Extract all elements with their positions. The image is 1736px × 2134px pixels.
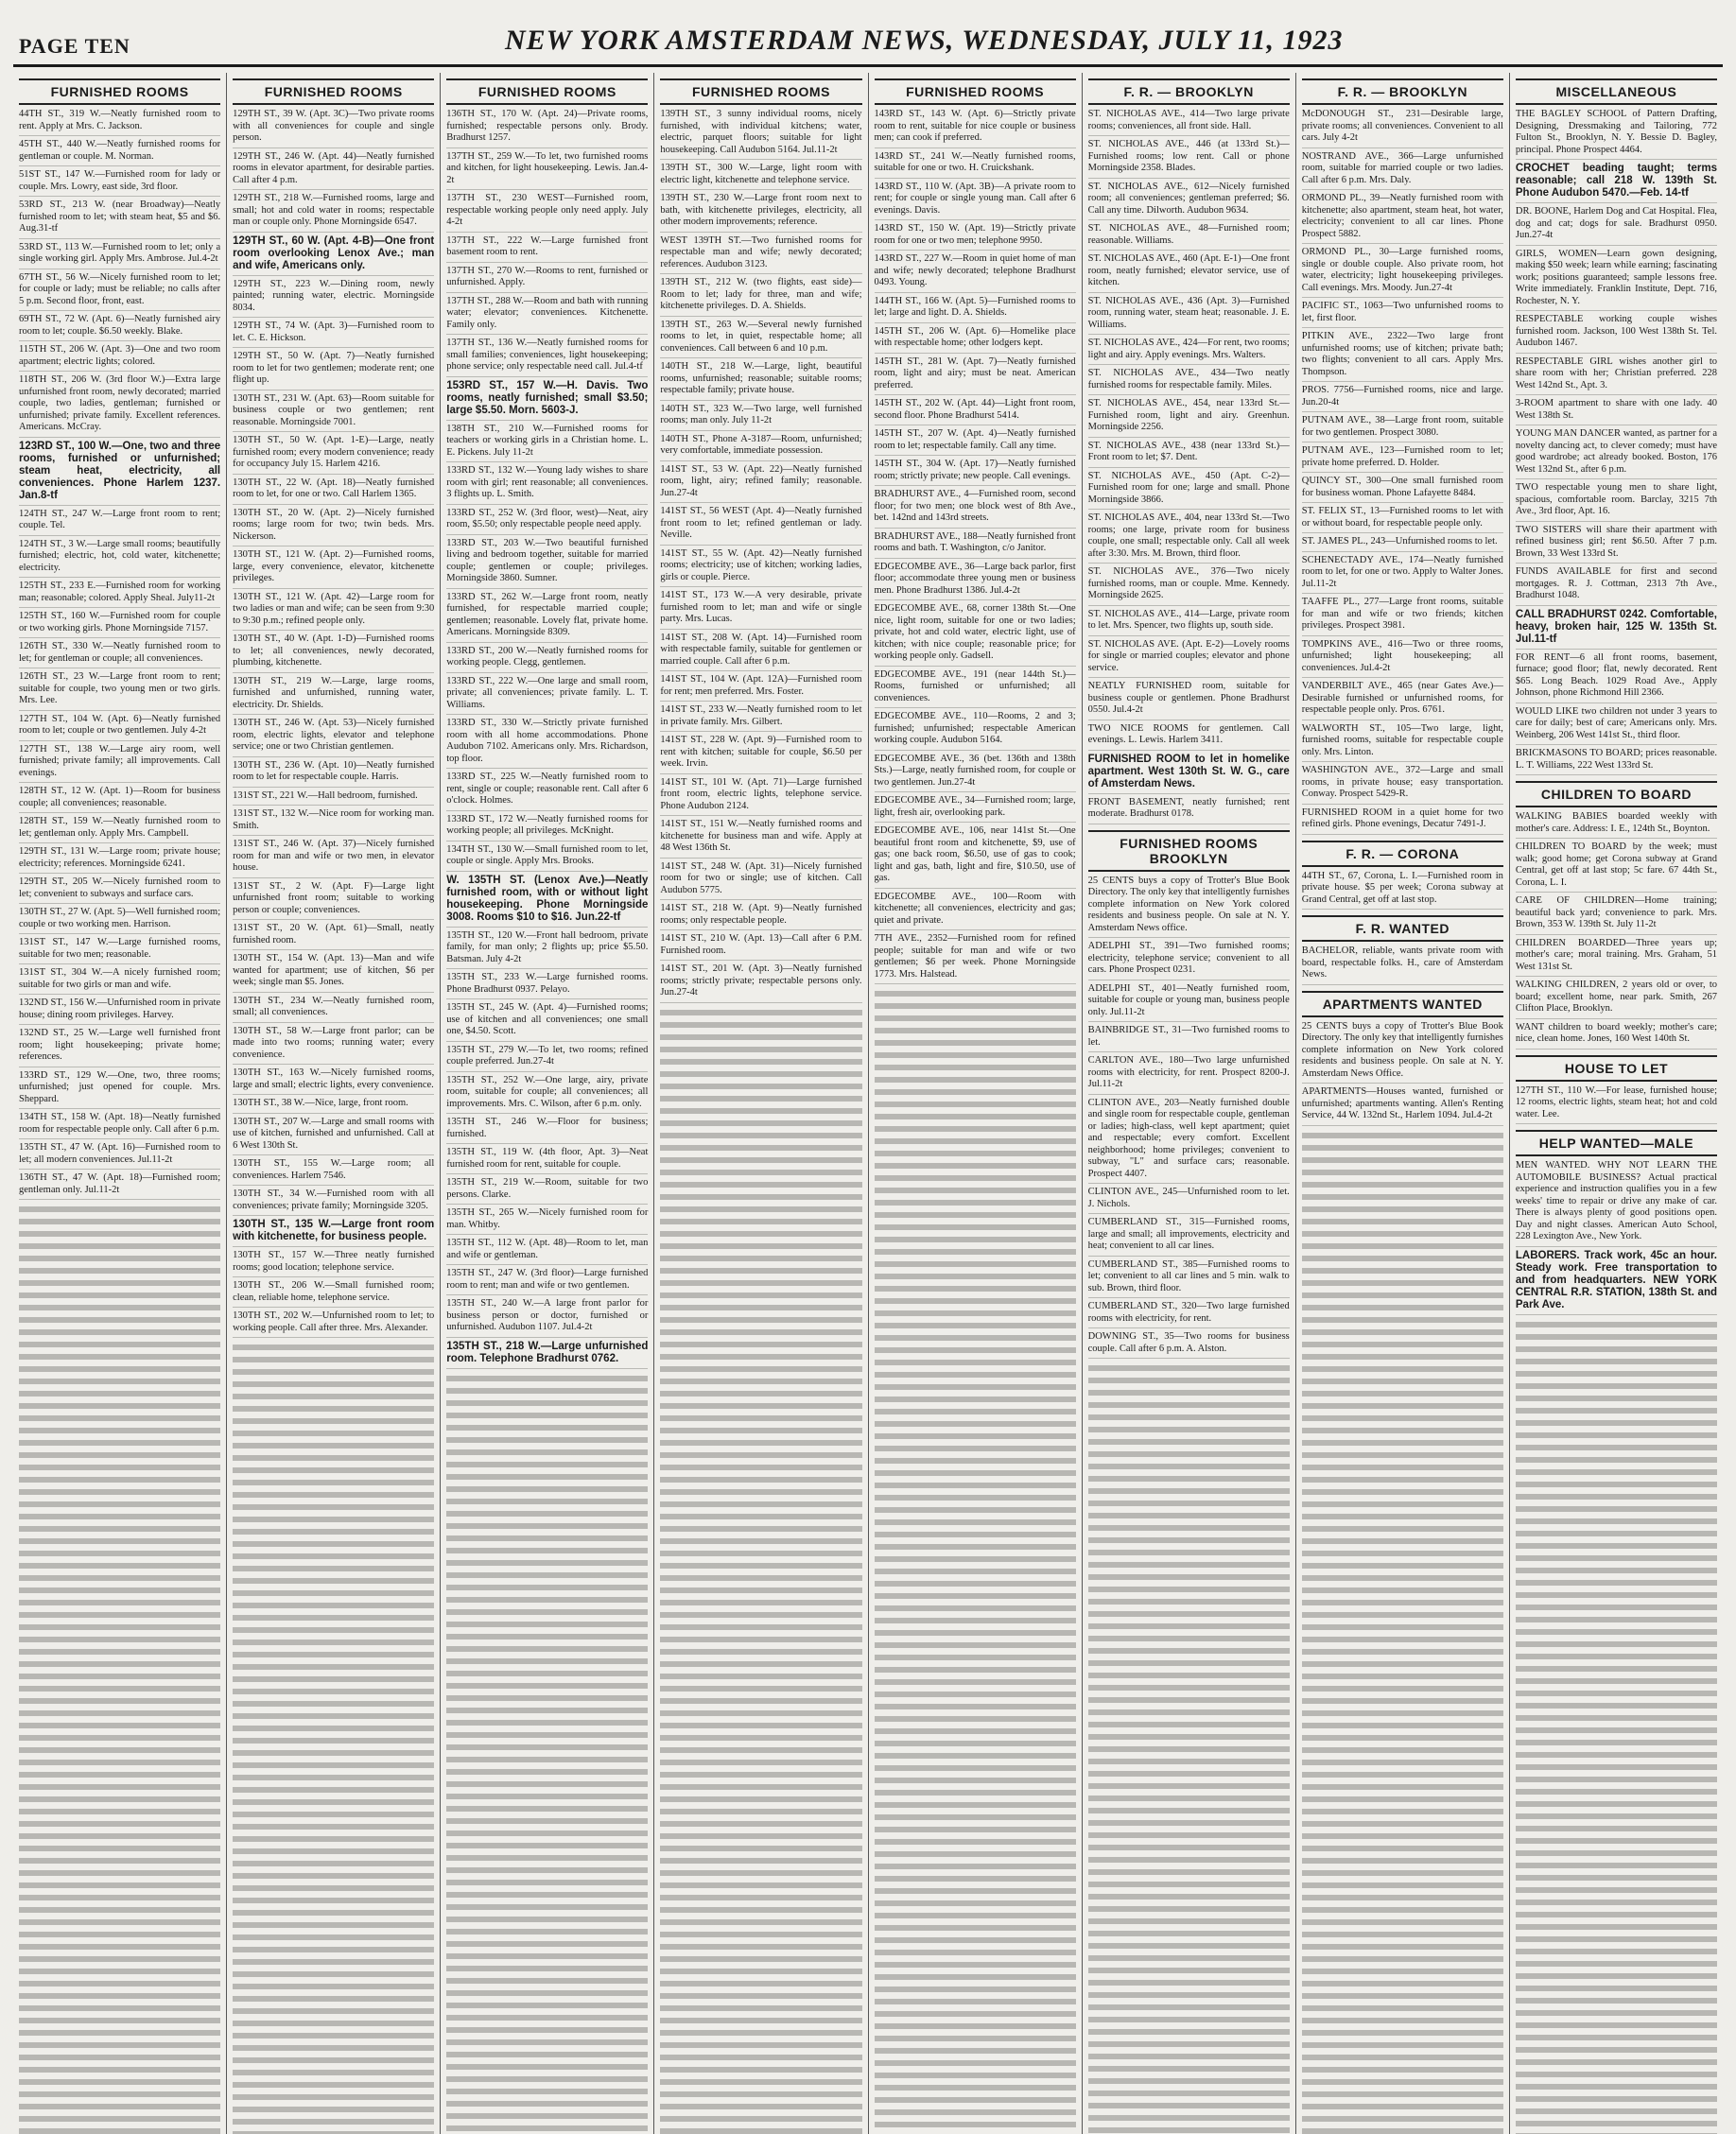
- classified-ad: EDGECOMBE AVE., 36—Large back parlor, first floor; accommodate three young men or business men. Phone Bradhurst 1386. Jul.4-2t: [875, 562, 1076, 601]
- classified-ad: 69TH ST., 72 W. (Apt. 6)—Neatly furnished airy room to let; couple. $6.50 weekly. Blake.: [19, 314, 220, 341]
- classified-ad: EDGECOMBE AVE., 191 (near 144th St.)—Rooms, furnished or unfurnished; all conveniences.: [875, 669, 1076, 709]
- classified-ad: 130TH ST., 34 W.—Furnished room with all conveniences; private family; Morningside 3205.: [233, 1188, 434, 1216]
- classified-ad: 135TH ST., 240 W.—A large front parlor for business person or doctor, furnished or unfurnished. Audubon 1107. Jul.4-2t: [446, 1298, 648, 1338]
- classified-ad: 133RD ST., 225 W.—Neatly furnished room to rent, single or couple; reasonable rent. Call after 6 o'clock. Holmes.: [446, 772, 648, 811]
- section-heading: FURNISHED ROOMS: [19, 78, 220, 105]
- section-heading: MISCELLANEOUS: [1516, 78, 1717, 105]
- classified-ad: WALKING BABIES boarded weekly with mother's care. Address: I. E., 124th St., Boynton.: [1516, 811, 1717, 839]
- classified-ad: ST. FELIX ST., 13—Furnished rooms to let with or without board, for respectable people only.: [1302, 506, 1503, 533]
- classified-ad: BAINBRIDGE ST., 31—Two furnished rooms to let.: [1088, 1025, 1290, 1052]
- classified-ad: 130TH ST., 58 W.—Large front parlor; can be made into two rooms; running water; every convenience.: [233, 1026, 434, 1066]
- classified-ad: ST. NICHOLAS AVE., 424—For rent, two rooms; light and airy. Apply evenings. Mrs. Walters.: [1088, 338, 1290, 365]
- classified-ad: BACHELOR, reliable, wants private room with board, respectable folks. H., care of Amsterdam News.: [1302, 946, 1503, 985]
- classified-ad: 141ST ST., 201 W. (Apt. 3)—Neatly furnished rooms; strictly private; respectable persons only. Jun.27-4t: [660, 963, 861, 1003]
- classified-ad: 139TH ST., 230 W.—Large front room next to bath, with kitchenette privileges, electricity, all other modern improvements; reference.: [660, 193, 861, 233]
- classified-ad: GIRLS, WOMEN—Learn gown designing, making $50 week; learn while earning; fascinating work; positions guaranteed; sample lessons free. Write immediately. Franklin Institute, Dept. 716, Rochester, N. Y.: [1516, 249, 1717, 312]
- classified-ad: CUMBERLAND ST., 320—Two large furnished rooms with electricity, for rent.: [1088, 1301, 1290, 1328]
- classified-ad: MEN WANTED. WHY NOT LEARN THE AUTOMOBILE BUSINESS? Actual practical experience and instruction qualifies you in a few weeks' time to repair or drive any make of car. There is always plenty of good positions open. Day and night classes. American Auto School, 228 Lexington Ave., New York.: [1516, 1160, 1717, 1247]
- classified-ad: 141ST ST., 151 W.—Neatly furnished rooms and kitchenette for business man and wife. Apply at 48 West 136th St.: [660, 819, 861, 859]
- classified-ad: 129TH ST., 218 W.—Furnished rooms, large and small; hot and cold water in rooms; respectable man or couple only. Phone Morningside 6547.: [233, 193, 434, 233]
- classified-ad: 133RD ST., 132 W.—Young lady wishes to share room with girl; rent reasonable; all conveniences. 3 flights up. L. Smith.: [446, 465, 648, 505]
- classified-ad: 135TH ST., 119 W. (4th floor, Apt. 3)—Neat furnished room for rent, suitable for couple.: [446, 1147, 648, 1174]
- classified-ad: 133RD ST., 222 W.—One large and small room, private; all conveniences; private family. L. T. Williams.: [446, 676, 648, 716]
- classified-ad: 130TH ST., 121 W. (Apt. 42)—Large room for two ladies or man and wife; can be seen from 9:30 to 9:30 p.m.; refined people only.: [233, 592, 434, 632]
- classified-ad: ADELPHI ST., 391—Two furnished rooms; electricity, telephone service; convenient to all cars. Phone Prospect 0231.: [1088, 941, 1290, 980]
- newspaper-title: NEW YORK AMSTERDAM NEWS, WEDNESDAY, JULY 11, 1923: [505, 25, 1343, 57]
- classified-ad: 133RD ST., 129 W.—One, two, three rooms; unfurnished; just opened for couple. Mrs. Sheppard.: [19, 1070, 220, 1110]
- classified-ad: 145TH ST., 304 W. (Apt. 17)—Neatly furnished room; strictly private; new people. Call evenings.: [875, 459, 1076, 486]
- classified-ad: CROCHET beading taught; terms reasonable; call 218 W. 139th St. Phone Audubon 5470.—Feb. 14-tf: [1516, 163, 1717, 203]
- classified-ad: TAAFFE PL., 277—Large front rooms, suitable for man and wife or two friends; kitchen privileges. Prospect 3981.: [1302, 597, 1503, 636]
- classified-ad: EDGECOMBE AVE., 34—Furnished room; large, light, fresh air, overlooking park.: [875, 795, 1076, 823]
- classified-ad: 130TH ST., 20 W. (Apt. 2)—Nicely furnished rooms; large room for two; twin beds. Mrs. Nickerson.: [233, 508, 434, 547]
- classified-ad: W. 135TH ST. (Lenox Ave.)—Neatly furnished room, with or without light housekeeping. Phone Morningside 3008. Rooms $10 to $16. Jun.22-tf: [446, 875, 648, 928]
- classified-ad: 140TH ST., Phone A-3187—Room, unfurnished; very comfortable, immediate possession.: [660, 434, 861, 461]
- classified-ad: 126TH ST., 330 W.—Neatly furnished room to let; for gentleman or couple; all conveniences.: [19, 641, 220, 668]
- illegible-text-block: [1516, 1318, 1717, 2134]
- classified-ad: PROS. 7756—Furnished rooms, nice and large. Jun.20-4t: [1302, 385, 1503, 412]
- classified-ad: 67TH ST., 56 W.—Nicely furnished room to let; for couple or lady; must be reliable; no calls after 5 p.m. Second floor, front, east.: [19, 272, 220, 312]
- illegible-text-block: [1302, 1129, 1503, 2134]
- classified-ad: ST. NICHOLAS AVE., 460 (Apt. E-1)—One front room, neatly furnished; elevator service, use of kitchen.: [1088, 253, 1290, 293]
- classified-ad: 141ST ST., 101 W. (Apt. 71)—Large furnished front room, electric lights, telephone service. Phone Audubon 2124.: [660, 777, 861, 817]
- classified-ad: 136TH ST., 170 W. (Apt. 24)—Private rooms, furnished; respectable persons only. Brody. Bradhurst 1257.: [446, 109, 648, 148]
- illegible-text-block: [875, 987, 1076, 2134]
- classified-ad: 137TH ST., 230 WEST—Furnished room, respectable working people only need apply. July 4-2t: [446, 193, 648, 233]
- classified-ad: CLINTON AVE., 245—Unfurnished room to let. J. Nichols.: [1088, 1187, 1290, 1214]
- classified-ad: 125TH ST., 160 W.—Furnished room for couple or two working girls. Phone Morningside 7157.: [19, 611, 220, 638]
- classified-ad: EDGECOMBE AVE., 68, corner 138th St.—One nice, light room, suitable for one or two ladies; private, hot and cold water, electric light, use of kitchen; with nice couple; reasonable price; for working people only. Gadsell.: [875, 603, 1076, 667]
- classified-ad: 129TH ST., 246 W. (Apt. 44)—Neatly furnished rooms in elevator apartment, for desirable parties. Call after 4 p.m.: [233, 151, 434, 191]
- classified-ad: 25 CENTS buys a copy of Trotter's Blue Book Directory. The only key that intelligently furnishes complete information on New York colored residents and business people. On sale at N. Y. Amsterdam News Office.: [1302, 1021, 1503, 1084]
- classified-ad: 131ST ST., 246 W. (Apt. 37)—Nicely furnished room for man and wife or two men, in elevator house.: [233, 839, 434, 878]
- classified-ad: WASHINGTON AVE., 372—Large and small rooms, in private house; easy transportation. Conway. Prospect 5429-R.: [1302, 765, 1503, 805]
- classified-ad: CARE OF CHILDREN—Home training; beautiful back yard; convenience to park. Mrs. Brown, 353 W. 139th St. July 11-2t: [1516, 895, 1717, 935]
- classified-ad: WANT children to board weekly; mother's care; nice, clean home. Jones, 160 West 140th St.: [1516, 1022, 1717, 1050]
- section-heading: FURNISHED ROOMS BROOKLYN: [1088, 830, 1290, 872]
- classified-ad: CALL BRADHURST 0242. Comfortable, heavy, broken hair, 125 W. 135th St. Jul.11-tf: [1516, 609, 1717, 650]
- classified-ad: 132ND ST., 25 W.—Large well furnished front room; light housekeeping; private home; references.: [19, 1028, 220, 1067]
- classified-ad: NOSTRAND AVE., 366—Large unfurnished room, suitable for married couple or two ladies. Call after 6 p.m. Mrs. Daly.: [1302, 151, 1503, 191]
- classified-ad: 130TH ST., 231 W. (Apt. 63)—Room suitable for business couple or two gentlemen; rent reasonable. Morningside 7001.: [233, 393, 434, 433]
- classified-ad: LABORERS. Track work, 45c an hour. Steady work. Free transportation to and from headquarters. NEW YORK CENTRAL R.R. STATION, 138th St. and Park Ave.: [1516, 1250, 1717, 1315]
- classified-ad: 141ST ST., 55 W. (Apt. 42)—Neatly furnished rooms; electricity; use of kitchen; working ladies, girls or couple. Pierce.: [660, 548, 861, 588]
- classified-ad: 131ST ST., 2 W. (Apt. F)—Large light unfurnished front room; suitable to working person or couple; conveniences.: [233, 881, 434, 921]
- classified-ad: 137TH ST., 270 W.—Rooms to rent, furnished or unfurnished. Apply.: [446, 266, 648, 293]
- classified-ad: ST. NICHOLAS AVE., 404, near 133rd St.—Two rooms; one large, private room for business couple, one small; respectable only. Call all week after 3:30. Mrs. M. Brown, third floor.: [1088, 512, 1290, 564]
- classified-ad: QUINCY ST., 300—One small furnished room for business woman. Phone Lafayette 8484.: [1302, 476, 1503, 503]
- classified-ad: ST. NICHOLAS AVE., 446 (at 133rd St.)—Furnished rooms; low rent. Call or phone Morningside 2358. Blades.: [1088, 139, 1290, 179]
- classified-ad: 130TH ST., 236 W. (Apt. 10)—Neatly furnished room to let for respectable couple. Harris.: [233, 760, 434, 788]
- page-number: PAGE TEN: [19, 34, 130, 59]
- classified-ad: FURNISHED ROOM to let in homelike apartment. West 130th St. W. G., care of Amsterdam News.: [1088, 754, 1290, 794]
- classified-ad: 130TH ST., 40 W. (Apt. 1-D)—Furnished rooms to let; all conveniences, newly decorated, plumbing, kitchenette.: [233, 633, 434, 673]
- classified-ad: PITKIN AVE., 2322—Two large front unfurnished rooms; use of kitchen; private bath; two flights; convenient to all cars. Apply Mrs. Thompson.: [1302, 331, 1503, 382]
- classified-ad: ST. NICHOLAS AVE., 48—Furnished room; reasonable. Williams.: [1088, 223, 1290, 251]
- classified-ad: 135TH ST., 112 W. (Apt. 48)—Room to let, man and wife or gentleman.: [446, 1238, 648, 1265]
- classified-ad: 131ST ST., 147 W.—Large furnished rooms, suitable for two men; reasonable.: [19, 937, 220, 964]
- classified-ad: 143RD ST., 143 W. (Apt. 6)—Strictly private room to rent, suitable for nice couple or business men; can cook if preferred.: [875, 109, 1076, 148]
- classified-ad: ST. NICHOLAS AVE., 454, near 133rd St.—Furnished room, light and airy. Greenhun. Morningside 2256.: [1088, 398, 1290, 438]
- classified-ad: 131ST ST., 304 W.—A nicely furnished room; suitable for two girls or man and wife.: [19, 967, 220, 995]
- classified-ad: 44TH ST., 319 W.—Neatly furnished room to rent. Apply at Mrs. C. Jackson.: [19, 109, 220, 136]
- column-2: [227, 73, 441, 2134]
- classified-ad: 115TH ST., 206 W. (Apt. 3)—One and two room apartment; electric lights; colored.: [19, 344, 220, 372]
- classified-ad: VANDERBILT AVE., 465 (near Gates Ave.)—Desirable furnished or unfurnished rooms, for respectable people only. Pros. 6761.: [1302, 681, 1503, 720]
- classified-ad: 134TH ST., 158 W. (Apt. 18)—Neatly furnished room for respectable people only. Call after 6 p.m.: [19, 1112, 220, 1139]
- classified-ad: 141ST ST., 248 W. (Apt. 31)—Nicely furnished room for two or single; use of kitchen. Call Audubon 5775.: [660, 861, 861, 901]
- classified-ad: TWO NICE ROOMS for gentlemen. Call evenings. L. Lewis. Harlem 3411.: [1088, 723, 1290, 751]
- classified-ad: 139TH ST., 300 W.—Large, light room with electric light, kitchenette and telephone service.: [660, 163, 861, 190]
- classified-ad: WALWORTH ST., 105—Two large, light, furnished rooms, suitable for respectable couple only. Mrs. Linton.: [1302, 723, 1503, 763]
- classified-ad: 51ST ST., 147 W.—Furnished room for lady or couple. Mrs. Lowry, east side, 3rd floor.: [19, 169, 220, 197]
- classified-ad: 133RD ST., 252 W. (3rd floor, west)—Neat, airy room, $5.50; only respectable people need apply.: [446, 508, 648, 535]
- classified-ad: RESPECTABLE GIRL wishes another girl to share room with her; Christian preferred. 228 West 142nd St., Apt. 3.: [1516, 356, 1717, 396]
- classified-ad: YOUNG MAN DANCER wanted, as partner for a novelty dancing act, to clever comedy; must have good wardrobe; act already booked. Boston, 176 West 132nd St., after 6 p.m.: [1516, 428, 1717, 479]
- classified-ad: ST. NICHOLAS AVE., 376—Two nicely furnished rooms, man or couple. Mme. Kennedy. Morningside 2625.: [1088, 566, 1290, 606]
- classified-ad: 138TH ST., 210 W.—Furnished rooms for teachers or working girls in a Christian home. L. E. Pickens. July 11-2t: [446, 424, 648, 463]
- classified-ad: CUMBERLAND ST., 315—Furnished rooms, large and small; all improvements, electricity and heat; convenient to all car lines.: [1088, 1217, 1290, 1257]
- classified-ad: WEST 139TH ST.—Two furnished rooms for respectable man and wife; newly decorated; references. Audubon 3123.: [660, 235, 861, 275]
- classified-ad: 135TH ST., 245 W. (Apt. 4)—Furnished rooms; use of kitchen and all conveniences; one small one, $4.50. Scott.: [446, 1002, 648, 1042]
- classified-ad: 53RD ST., 213 W. (near Broadway)—Neatly furnished room to let; with steam heat, $5 and $6. Aug.31-tf: [19, 200, 220, 239]
- classified-ad: 129TH ST., 39 W. (Apt. 3C)—Two private rooms with all conveniences for couple and single person.: [233, 109, 434, 148]
- column-5: [869, 73, 1083, 2134]
- classified-ad: McDONOUGH ST., 231—Desirable large, private rooms; all conveniences. Convenient to all cars. July 4-2t: [1302, 109, 1503, 148]
- section-heading: FURNISHED ROOMS: [660, 78, 861, 105]
- classified-ad: 135TH ST., 265 W.—Nicely furnished room for man. Whitby.: [446, 1207, 648, 1235]
- classified-ad: 144TH ST., 166 W. (Apt. 5)—Furnished rooms to let; large and light. D. A. Shields.: [875, 296, 1076, 323]
- classified-ad: SCHENECTADY AVE., 174—Neatly furnished room to let, for one or two. Apply to Walter Jones. Jul.11-2t: [1302, 555, 1503, 595]
- classified-ad: WOULD LIKE two children not under 3 years to care for daily; best of care; Americans only. Mrs. Weinberg, 206 West 141st St., third floor.: [1516, 706, 1717, 746]
- classified-ad: ST. NICHOLAS AVE., 434—Two neatly furnished rooms for respectable family. Miles.: [1088, 368, 1290, 395]
- classified-ad: 130TH ST., 38 W.—Nice, large, front room.: [233, 1098, 434, 1114]
- classified-ad: 137TH ST., 259 W.—To let, two furnished rooms and kitchen, for light housekeeping. Lewis. Jan.4-2t: [446, 151, 648, 191]
- classified-ad: ST. NICHOLAS AVE., 450 (Apt. C-2)—Furnished room for one; large and small. Phone Morningside 3866.: [1088, 471, 1290, 511]
- classified-ad: 130TH ST., 22 W. (Apt. 18)—Neatly furnished room to let, for one or two. Call Harlem 1365.: [233, 477, 434, 505]
- classified-ad: ST. NICHOLAS AVE. (Apt. E-2)—Lovely rooms for single or married couples; elevator and phone service.: [1088, 639, 1290, 679]
- classified-ad: 135TH ST., 247 W. (3rd floor)—Large furnished room to rent; man and wife or two gentlemen.: [446, 1268, 648, 1295]
- classified-ad: 135TH ST., 279 W.—To let, two rooms; refined couple preferred. Jun.27-4t: [446, 1045, 648, 1072]
- classified-ad: 135TH ST., 47 W. (Apt. 16)—Furnished room to let; all modern conveniences. Jul.11-2t: [19, 1142, 220, 1170]
- classified-ad: 123RD ST., 100 W.—One, two and three rooms, furnished or unfurnished; steam heat, electricity, all conveniences. Phone Harlem 1237. Jan.8-tf: [19, 441, 220, 506]
- section-heading: F. R. — BROOKLYN: [1088, 78, 1290, 105]
- classified-ad: 141ST ST., 210 W. (Apt. 13)—Call after 6 P.M. Furnished room.: [660, 933, 861, 961]
- classified-ad: 145TH ST., 206 W. (Apt. 6)—Homelike place with respectable home; other lodgers kept.: [875, 326, 1076, 354]
- classified-ad: CARLTON AVE., 180—Two large unfurnished rooms with electricity, for rent. Prospect 8200-J. Jul.11-2t: [1088, 1055, 1290, 1095]
- classified-ad: 135TH ST., 120 W.—Front hall bedroom, private family, for man only; 2 flights up; price $5.50. Batsman. July 4-2t: [446, 930, 648, 970]
- classified-ad: PUTNAM AVE., 123—Furnished room to let; private home preferred. D. Holder.: [1302, 445, 1503, 473]
- classified-ad: 130TH ST., 135 W.—Large front room with kitchenette, for business people.: [233, 1219, 434, 1247]
- classified-ad: 130TH ST., 234 W.—Neatly furnished room, small; all conveniences.: [233, 996, 434, 1023]
- classified-ad: APARTMENTS—Houses wanted, furnished or unfurnished; apartments wanting. Allen's Renting Service, 44 W. 132nd St., Harlem 1094. Jul.4-2t: [1302, 1086, 1503, 1126]
- illegible-text-block: [660, 1006, 861, 2134]
- classified-ad: ST. NICHOLAS AVE., 436 (Apt. 3)—Furnished room, running water, steam heat; reasonable. J. E. Williams.: [1088, 296, 1290, 336]
- classified-ad: ST. JAMES PL., 243—Unfurnished rooms to let.: [1302, 536, 1503, 552]
- classified-ad: 141ST ST., 53 W. (Apt. 22)—Neatly furnished room, light, airy; refined family; reasonable. Jun.27-4t: [660, 464, 861, 504]
- classified-ad: FUNDS AVAILABLE for first and second mortgages. R. J. Cottman, 2313 7th Ave., Bradhurst 1048.: [1516, 566, 1717, 606]
- masthead: [13, 17, 1723, 67]
- classified-ad: 130TH ST., 202 W.—Unfurnished room to let; to working people. Call after three. Mrs. Alexander.: [233, 1310, 434, 1338]
- classified-ad: 130TH ST., 50 W. (Apt. 1-E)—Large, neatly furnished room; every modern convenience; ready for occupancy July 15. Harlem 4216.: [233, 435, 434, 475]
- classified-ad: THE BAGLEY SCHOOL of Pattern Drafting, Designing, Dressmaking and Tailoring, 772 Fulton St., Brooklyn, N. Y. Bessie D. Bagley, principal. Phone Prospect 4464.: [1516, 109, 1717, 160]
- classified-ad: 127TH ST., 138 W.—Large airy room, well furnished; private family; all improvements. Call evenings.: [19, 744, 220, 784]
- classified-ad: 133RD ST., 330 W.—Strictly private furnished room with all home accommodations. Phone Audubon 7102. Americans only. Mrs. Richardson, top floor.: [446, 718, 648, 769]
- section-heading: HOUSE TO LET: [1516, 1055, 1717, 1082]
- column-8: [1510, 73, 1723, 2134]
- classified-ad: 125TH ST., 233 E.—Furnished room for working man; reasonable; colored. Apply Sheal. July11-2t: [19, 581, 220, 608]
- section-heading: F. R. WANTED: [1302, 915, 1503, 942]
- classified-ad: 130TH ST., 206 W.—Small furnished room; clean, reliable home, telephone service.: [233, 1280, 434, 1308]
- classified-ad: FRONT BASEMENT, neatly furnished; rent moderate. Bradhurst 0178.: [1088, 797, 1290, 824]
- classified-ad: 129TH ST., 131 W.—Large room; private house; electricity; references. Morningside 6241.: [19, 846, 220, 874]
- classified-ad: 53RD ST., 113 W.—Furnished room to let; only a single working girl. Apply Mrs. Ambrose. Jul.4-2t: [19, 242, 220, 269]
- classified-columns: [13, 73, 1723, 2134]
- classified-ad: 131ST ST., 132 W.—Nice room for working man. Smith.: [233, 808, 434, 836]
- classified-ad: TWO SISTERS will share their apartment with refined business girl; rent $6.50. After 7 p.m. Brown, 33 West 133rd St.: [1516, 525, 1717, 564]
- classified-ad: 3-ROOM apartment to share with one lady. 40 West 138th St.: [1516, 398, 1717, 425]
- classified-ad: 124TH ST., 247 W.—Large front room to rent; couple. Tel.: [19, 509, 220, 536]
- classified-ad: 141ST ST., 208 W. (Apt. 14)—Furnished room with respectable family, suitable for gentlemen or married couple. Call after 6 p.m.: [660, 633, 861, 672]
- classified-ad: 135TH ST., 233 W.—Large furnished rooms. Phone Bradhurst 0937. Pelayo.: [446, 972, 648, 999]
- classified-ad: 141ST ST., 104 W. (Apt. 12A)—Furnished room for rent; men preferred. Mrs. Foster.: [660, 674, 861, 702]
- classified-ad: 143RD ST., 150 W. (Apt. 19)—Strictly private room for one or two men; telephone 9950.: [875, 223, 1076, 251]
- classified-ad: 128TH ST., 159 W.—Neatly furnished room to let; gentleman only. Apply Mrs. Campbell.: [19, 816, 220, 843]
- classified-ad: EDGECOMBE AVE., 106, near 141st St.—One beautiful front room and kitchenette, $9, use of gas; one back room, $6.50, use of gas to cook; light and gas, bath, light and fire, $10.50, use of gas.: [875, 825, 1076, 889]
- classified-ad: 130TH ST., 246 W. (Apt. 53)—Nicely furnished room, electric lights, elevator and telephone service; one or two Christian gentlemen.: [233, 718, 434, 757]
- classified-ad: 143RD ST., 241 W.—Neatly furnished rooms, suitable for one or two. H. Cruickshank.: [875, 151, 1076, 179]
- classified-ad: 137TH ST., 288 W.—Room and bath with running water; elevator; conveniences. Kitchenette. Family only.: [446, 296, 648, 336]
- classified-ad: RESPECTABLE working couple wishes furnished room. Jackson, 100 West 138th St. Tel. Audubon 1467.: [1516, 314, 1717, 354]
- classified-ad: FOR RENT—6 all front rooms, basement, furnace; good floor; flat, newly decorated. Rent $65. Long Beach. 1029 Road Ave., Apply Johnson, phone Richmond Hill 2366.: [1516, 652, 1717, 703]
- illegible-text-block: [1088, 1362, 1290, 2134]
- classified-ad: 143RD ST., 227 W.—Room in quiet home of man and wife; newly decorated; telephone Bradhurst 0493. Young.: [875, 253, 1076, 293]
- classified-ad: 145TH ST., 281 W. (Apt. 7)—Neatly furnished room, light and airy; must be neat. American preferred.: [875, 356, 1076, 396]
- classified-ad: 127TH ST., 110 W.—For lease, furnished house; 12 rooms, electric lights, steam heat; hot and cold water. Lee.: [1516, 1085, 1717, 1125]
- section-heading: HELP WANTED—MALE: [1516, 1130, 1717, 1156]
- classified-ad: 139TH ST., 212 W. (two flights, east side)—Room to let; lady for three, man and wife; kitchenette privileges. D. A. Shields.: [660, 277, 861, 317]
- classified-ad: 129TH ST., 50 W. (Apt. 7)—Neatly furnished room to let for two gentlemen; moderate rent; one flight up.: [233, 351, 434, 390]
- classified-ad: 137TH ST., 222 W.—Large furnished front basement room to rent.: [446, 235, 648, 263]
- classified-ad: 135TH ST., 246 W.—Floor for business; furnished.: [446, 1117, 648, 1144]
- illegible-text-block: [233, 1341, 434, 2134]
- classified-ad: TWO respectable young men to share light, spacious, comfortable room. Barclay, 3215 7th Ave., 3rd floor, Apt. 16.: [1516, 482, 1717, 522]
- section-heading: CHILDREN TO BOARD: [1516, 781, 1717, 807]
- classified-ad: 129TH ST., 205 W.—Nicely furnished room to let; convenient to subways and surface cars.: [19, 876, 220, 904]
- classified-ad: WALKING CHILDREN, 2 years old or over, to board; excellent home, near park. Smith, 267 Clifton Place, Brooklyn.: [1516, 980, 1717, 1019]
- classified-ad: ST. NICHOLAS AVE., 612—Nicely furnished room; all conveniences; gentleman preferred; $6. Call any time. Dilworth. Audubon 9634.: [1088, 182, 1290, 221]
- classified-ad: 133RD ST., 262 W.—Large front room, neatly furnished, for respectable married couple; gentlemen; reasonable. Lovely flat, private home. Americans. Morningside 8309.: [446, 592, 648, 643]
- classified-ad: 127TH ST., 104 W. (Apt. 6)—Neatly furnished room to let; couple or two gentlemen. July 4-2t: [19, 714, 220, 741]
- classified-ad: ST. NICHOLAS AVE., 414—Large, private room to let. Mrs. Spencer, two flights up, south side.: [1088, 609, 1290, 636]
- section-heading: FURNISHED ROOMS: [233, 78, 434, 105]
- illegible-text-block: [446, 1372, 648, 2134]
- classified-ad: 130TH ST., 163 W.—Nicely furnished rooms, large and small; electric lights, every convenience.: [233, 1067, 434, 1095]
- section-heading: F. R. — CORONA: [1302, 841, 1503, 867]
- section-heading: F. R. — BROOKLYN: [1302, 78, 1503, 105]
- classified-ad: 135TH ST., 218 W.—Large unfurnished room. Telephone Bradhurst 0762.: [446, 1341, 648, 1369]
- classified-ad: 145TH ST., 202 W. (Apt. 44)—Light front room, second floor. Phone Bradhurst 5414.: [875, 398, 1076, 425]
- classified-ad: 130TH ST., 157 W.—Three neatly furnished rooms; good location; telephone service.: [233, 1250, 434, 1277]
- classified-ad: 139TH ST., 263 W.—Several newly furnished rooms to let, in quiet, respectable home; all conveniences. Call between 6 and 10 p.m.: [660, 320, 861, 359]
- classified-ad: ORMOND PL., 30—Large furnished rooms, single or double couple. Also private room, hot water, electricity; light housekeeping privileges. Call evenings. Mrs. Moody. Jun.27-4t: [1302, 247, 1503, 298]
- classified-ad: CHILDREN BOARDED—Three years up; mother's care; moral training. Mrs. Graham, 51 West 131st St.: [1516, 938, 1717, 978]
- classified-ad: ADELPHI ST., 401—Neatly furnished room, suitable for couple or young man, business people only. Jul.11-2t: [1088, 983, 1290, 1023]
- classified-ad: 45TH ST., 440 W.—Neatly furnished rooms for gentleman or couple. M. Norman.: [19, 139, 220, 166]
- classified-ad: ST. NICHOLAS AVE., 414—Two large private rooms; conveniences, all front side. Hall.: [1088, 109, 1290, 136]
- classified-ad: 132ND ST., 156 W.—Unfurnished room in private house; dining room privileges. Harvey.: [19, 998, 220, 1025]
- classified-ad: 133RD ST., 200 W.—Neatly furnished rooms for working people. Clegg, gentlemen.: [446, 646, 648, 673]
- classified-ad: 130TH ST., 155 W.—Large room; all conveniences. Harlem 7546.: [233, 1158, 434, 1186]
- classified-ad: CHILDREN TO BOARD by the week; must walk; good home; get Corona subway at Grand Central, get off at last stop; 5c fare. 67 44th St., Corona, L. I.: [1516, 841, 1717, 893]
- column-7: [1296, 73, 1510, 2134]
- classified-ad: NEATLY FURNISHED room, suitable for business couple or gentlemen. Phone Bradhurst 0550. Jul.4-2t: [1088, 681, 1290, 720]
- classified-ad: 139TH ST., 3 sunny individual rooms, nicely furnished, with individual kitchens; water, electric, parquet floors; suitable for light housekeeping. Call Audubon 5164. Jul.11-2t: [660, 109, 861, 160]
- classified-ad: 126TH ST., 23 W.—Large front room to rent; suitable for couple, two young men or two girls. Mrs. Lee.: [19, 671, 220, 711]
- classified-ad: 141ST ST., 233 W.—Neatly furnished room to let in private family. Mrs. Gilbert.: [660, 704, 861, 732]
- classified-ad: 7TH AVE., 2352—Furnished room for refined people; suitable for man and wife or two gentlemen; $6 per week. Phone Morningside 1773. Mrs. Halstead.: [875, 933, 1076, 984]
- classified-ad: 141ST ST., 228 W. (Apt. 9)—Furnished room to rent with kitchen; suitable for couple, $6.50 per week. Irvin.: [660, 735, 861, 774]
- classified-ad: BRICKMASONS TO BOARD; prices reasonable. L. T. Williams, 222 West 133rd St.: [1516, 748, 1717, 775]
- classified-ad: EDGECOMBE AVE., 36 (bet. 136th and 138th Sts.)—Large, neatly furnished room, for couple or two gentlemen. Jun.27-4t: [875, 754, 1076, 793]
- classified-ad: 130TH ST., 154 W. (Apt. 13)—Man and wife wanted for apartment; use of kitchen, $6 per week; single man $5. Jones.: [233, 953, 434, 993]
- classified-ad: 131ST ST., 221 W.—Hall bedroom, furnished.: [233, 790, 434, 807]
- classified-ad: 135TH ST., 252 W.—One large, airy, private room, suitable for couple; all conveniences; all improvements. Mrs. C. Wilson, after 6 p.m. only.: [446, 1075, 648, 1115]
- classified-ad: 131ST ST., 20 W. (Apt. 61)—Small, neatly furnished room.: [233, 923, 434, 950]
- classified-ad: 130TH ST., 207 W.—Large and small rooms with use of kitchen, furnished and unfurnished. Call at 6 West 130th St.: [233, 1117, 434, 1156]
- classified-ad: 143RD ST., 110 W. (Apt. 3B)—A private room to rent; for couple or single young man. Call after 6 evenings. Davis.: [875, 182, 1076, 221]
- column-1: [13, 73, 227, 2134]
- classified-ad: 133RD ST., 203 W.—Two beautiful furnished living and bedroom together, suitable for married couple; gentlemen or couple; privileges. Morningside 3860. Sumner.: [446, 538, 648, 589]
- classified-ad: 129TH ST., 60 W. (Apt. 4-B)—One front room overlooking Lenox Ave.; man and wife, Americans only.: [233, 235, 434, 276]
- classified-ad: ST. NICHOLAS AVE., 438 (near 133rd St.)—Front room to let; $7. Dent.: [1088, 441, 1290, 468]
- classified-ad: 140TH ST., 218 W.—Large, light, beautiful rooms, unfurnished; reasonable; suitable rooms; respectable family; private house.: [660, 361, 861, 401]
- classified-ad: FURNISHED ROOM in a quiet home for two refined girls. Phone evenings, Decatur 7491-J.: [1302, 807, 1503, 835]
- classified-ad: DR. BOONE, Harlem Dog and Cat Hospital. Flea, dog and cat; dogs for sale. Bradhurst 0950. Jun.27-4t: [1516, 206, 1717, 246]
- illegible-text-block: [19, 1203, 220, 2134]
- classified-ad: 145TH ST., 207 W. (Apt. 4)—Neatly furnished room to let; respectable family. Call any time.: [875, 428, 1076, 456]
- classified-ad: 140TH ST., 323 W.—Two large, well furnished rooms; man only. July 11-2t: [660, 404, 861, 431]
- classified-ad: 130TH ST., 121 W. (Apt. 2)—Furnished rooms, large, every convenience, elevator, kitchenette privileges.: [233, 549, 434, 589]
- classified-ad: DOWNING ST., 35—Two rooms for business couple. Call after 6 p.m. A. Alston.: [1088, 1331, 1290, 1359]
- classified-ad: 153RD ST., 157 W.—H. Davis. Two rooms, neatly furnished; small $3.50; large $5.50. Morn. 5603-J.: [446, 380, 648, 421]
- classified-ad: BRADHURST AVE., 188—Neatly furnished front rooms and bath. T. Washington, c/o Janitor.: [875, 531, 1076, 559]
- section-heading: FURNISHED ROOMS: [446, 78, 648, 105]
- classified-ad: ORMOND PL., 39—Neatly furnished room with kitchenette; also apartment, steam heat, hot water, electricity; convenient to all car lines. Phone Prospect 5882.: [1302, 193, 1503, 244]
- classified-ad: 118TH ST., 206 W. (3rd floor W.)—Extra large unfurnished front room, newly decorated; married couple, two ladies, gentleman; furnished or unfurnished; private family. Excellent references. Americans. McCray.: [19, 374, 220, 438]
- classified-ad: PUTNAM AVE., 38—Large front room, suitable for two gentlemen. Prospect 3080.: [1302, 415, 1503, 442]
- column-3: [441, 73, 654, 2134]
- classified-ad: EDGECOMBE AVE., 110—Rooms, 2 and 3; furnished; unfurnished; respectable American working couple. Audubon 5164.: [875, 711, 1076, 751]
- classified-ad: 137TH ST., 136 W.—Neatly furnished rooms for small families; conveniences, light housekeeping; phone service; only respectable need call. Jul.4-tf: [446, 338, 648, 377]
- column-4: [654, 73, 868, 2134]
- classified-ad: 129TH ST., 74 W. (Apt. 3)—Furnished room to let. C. E. Hickson.: [233, 321, 434, 348]
- column-6: [1083, 73, 1296, 2134]
- classified-ad: 130TH ST., 219 W.—Large, large rooms, furnished and unfurnished, running water, electricity. Dr. Shields.: [233, 676, 434, 716]
- classified-ad: 124TH ST., 3 W.—Large small rooms; beautifully furnished; electric, hot, cold water, kitchenette; electricity.: [19, 539, 220, 579]
- classified-ad: EDGECOMBE AVE., 100—Room with kitchenette; all conveniences, electricity and gas; quiet and private.: [875, 892, 1076, 931]
- classified-ad: 136TH ST., 47 W. (Apt. 18)—Furnished room; gentleman only. Jul.11-2t: [19, 1172, 220, 1200]
- classified-ad: 130TH ST., 27 W. (Apt. 5)—Well furnished room; couple or two working men. Harrison.: [19, 907, 220, 934]
- classified-ad: PACIFIC ST., 1063—Two unfurnished rooms to let, first floor.: [1302, 301, 1503, 328]
- classified-ad: 134TH ST., 130 W.—Small furnished room to let, couple or single. Apply Mrs. Brooks.: [446, 844, 648, 872]
- section-heading: APARTMENTS WANTED: [1302, 991, 1503, 1017]
- classified-ad: 44TH ST., 67, Corona, L. I.—Furnished room in private house. $5 per week; Corona subway at Grand Central, get off at last stop.: [1302, 871, 1503, 911]
- classified-ad: CLINTON AVE., 203—Neatly furnished double and single room for respectable couple, gentleman or ladies; high-class, well kept apartment; quiet and respectable; every comfort. Excellent neighborhood; home privileges; convenient to subway, "L" and surface cars; reasonable. Prospect 4407.: [1088, 1098, 1290, 1185]
- classified-ad: 141ST ST., 218 W. (Apt. 9)—Neatly furnished rooms; only respectable people.: [660, 903, 861, 930]
- classified-ad: 141ST ST., 173 W.—A very desirable, private furnished room to let; man and wife or single party. Mrs. Lucas.: [660, 590, 861, 630]
- classified-ad: 133RD ST., 172 W.—Neatly furnished rooms for working people; all privileges. McKnight.: [446, 814, 648, 841]
- classified-ad: CUMBERLAND ST., 385—Furnished rooms to let; convenient to all car lines and 5 min. walk to sub. Brown, third floor.: [1088, 1259, 1290, 1299]
- classified-ad: TOMPKINS AVE., 416—Two or three rooms, unfurnished; light housekeeping; all conveniences. Jul.4-2t: [1302, 639, 1503, 679]
- classified-ad: 135TH ST., 219 W.—Room, suitable for two persons. Clarke.: [446, 1177, 648, 1205]
- classified-ad: 141ST ST., 56 WEST (Apt. 4)—Neatly furnished front room to let; refined gentleman or lady. Neville.: [660, 506, 861, 546]
- classified-ad: 25 CENTS buys a copy of Trotter's Blue Book Directory. The only key that intelligently furnishes complete information on New York colored residents and business people. On sale at N. Y. Amsterdam News office.: [1088, 876, 1290, 939]
- classified-ad: 128TH ST., 12 W. (Apt. 1)—Room for business couple; all conveniences; reasonable.: [19, 786, 220, 813]
- section-heading: FURNISHED ROOMS: [875, 78, 1076, 105]
- classified-ad: 129TH ST., 223 W.—Dining room, newly painted; running water, electric. Morningside 8034.: [233, 279, 434, 319]
- classified-ad: BRADHURST AVE., 4—Furnished room, second floor; for two men; one block west of 8th Ave., bet. 142nd and 143rd streets.: [875, 489, 1076, 529]
